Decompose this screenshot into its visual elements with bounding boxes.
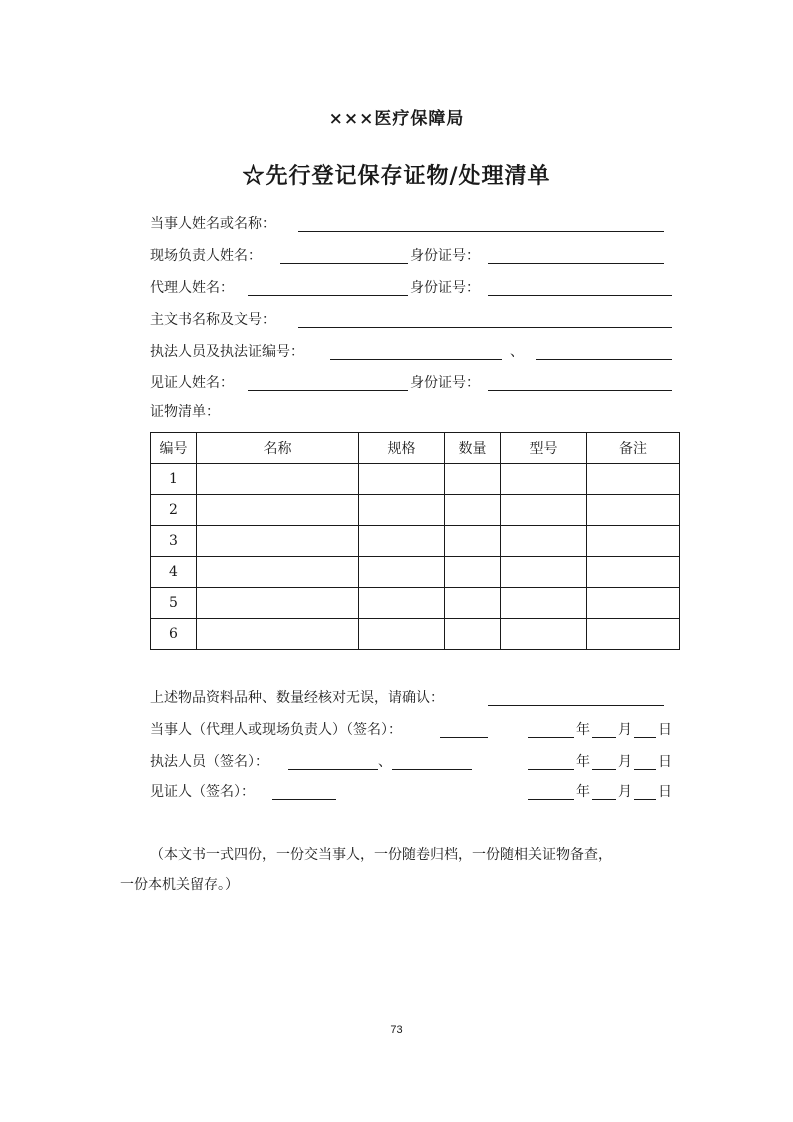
party-day-blank[interactable] <box>634 737 656 738</box>
agent-name-blank[interactable] <box>248 295 408 296</box>
party-month-label: 月 <box>618 722 632 738</box>
id-number-label-2: 身份证号： <box>410 280 480 296</box>
officer-year-blank[interactable] <box>528 769 574 770</box>
witness-name-blank[interactable] <box>248 390 408 391</box>
party-day-label: 日 <box>658 722 672 738</box>
witness-year-blank[interactable] <box>528 799 574 800</box>
cell-spec[interactable] <box>359 619 445 650</box>
party-year-label: 年 <box>576 722 590 738</box>
footnote-line-2: 一份本机关留存。） <box>120 877 239 893</box>
witness-year-label: 年 <box>576 784 590 800</box>
id-number-label-1: 身份证号： <box>410 248 480 264</box>
cell-model[interactable] <box>501 495 587 526</box>
onsite-person-label: 现场负责人姓名： <box>150 248 262 264</box>
party-month-blank[interactable] <box>592 737 616 738</box>
field-witness <box>150 372 690 396</box>
officer-sign-label: 执法人员（签名）： <box>150 754 269 770</box>
field-party-name <box>150 213 690 237</box>
cell-model[interactable] <box>501 557 587 588</box>
cell-name[interactable] <box>197 495 359 526</box>
field-onsite-person <box>150 245 690 269</box>
cell-remarks[interactable] <box>587 588 680 619</box>
evidence-list-heading <box>150 401 350 425</box>
table-row <box>151 464 680 495</box>
party-year-blank[interactable] <box>528 737 574 738</box>
cell-model[interactable] <box>501 619 587 650</box>
cell-remarks[interactable] <box>587 526 680 557</box>
agent-name-label: 代理人姓名： <box>150 280 234 296</box>
cell-quantity[interactable] <box>445 588 501 619</box>
main-doc-label: 主文书名称及文号： <box>150 312 276 328</box>
witness-day-blank[interactable] <box>634 799 656 800</box>
row-number: 4 <box>151 557 197 588</box>
verify-label: 上述物品资料品种、数量经核对无误，请确认： <box>150 690 444 706</box>
verify-blank[interactable] <box>488 705 664 706</box>
table-row <box>151 588 680 619</box>
officers-separator: 、 <box>510 344 524 360</box>
party-sign-blank[interactable] <box>440 737 488 738</box>
cell-name[interactable] <box>197 557 359 588</box>
officer-day-label: 日 <box>658 754 672 770</box>
col-header-quantity: 数量 <box>445 433 501 464</box>
cell-name[interactable] <box>197 464 359 495</box>
party-name-label: 当事人姓名或名称： <box>150 216 276 232</box>
officer-1-blank[interactable] <box>330 359 502 360</box>
confirm-party-sign <box>150 719 690 743</box>
main-doc-blank[interactable] <box>298 327 672 328</box>
agency-name: ×××医疗保障局 <box>328 109 465 129</box>
id-number-blank-2[interactable] <box>488 295 672 296</box>
cell-spec[interactable] <box>359 464 445 495</box>
evidence-list-label: 证物清单： <box>150 404 220 420</box>
officer-day-blank[interactable] <box>634 769 656 770</box>
field-agent-name <box>150 277 690 301</box>
cell-name[interactable] <box>197 619 359 650</box>
cell-quantity[interactable] <box>445 619 501 650</box>
cell-quantity[interactable] <box>445 526 501 557</box>
cell-remarks[interactable] <box>587 495 680 526</box>
confirm-verify <box>150 687 690 711</box>
officer-sign-blank-2[interactable] <box>392 769 472 770</box>
party-name-blank[interactable] <box>298 231 664 232</box>
cell-quantity[interactable] <box>445 495 501 526</box>
id-number-blank-3[interactable] <box>488 390 672 391</box>
cell-spec[interactable] <box>359 588 445 619</box>
officer-2-blank[interactable] <box>536 359 672 360</box>
document-title: ☆先行登记保存证物/处理清单 <box>242 163 551 189</box>
table-row <box>151 495 680 526</box>
col-header-model: 型号 <box>501 433 587 464</box>
cell-model[interactable] <box>501 588 587 619</box>
page-number: 73 <box>390 1024 403 1036</box>
officer-sign-separator: 、 <box>378 754 392 770</box>
cell-model[interactable] <box>501 526 587 557</box>
witness-name-label: 见证人姓名： <box>150 375 234 391</box>
witness-month-blank[interactable] <box>592 799 616 800</box>
table-row <box>151 619 680 650</box>
cell-name[interactable] <box>197 526 359 557</box>
witness-sign-label: 见证人（签名）： <box>150 784 255 800</box>
cell-spec[interactable] <box>359 557 445 588</box>
row-number: 1 <box>151 464 197 495</box>
cell-model[interactable] <box>501 464 587 495</box>
row-number: 6 <box>151 619 197 650</box>
confirm-officer-sign <box>150 751 690 775</box>
witness-day-label: 日 <box>658 784 672 800</box>
cell-quantity[interactable] <box>445 464 501 495</box>
col-header-name: 名称 <box>197 433 359 464</box>
officer-year-label: 年 <box>576 754 590 770</box>
cell-spec[interactable] <box>359 495 445 526</box>
cell-remarks[interactable] <box>587 557 680 588</box>
officer-month-blank[interactable] <box>592 769 616 770</box>
table-header-row <box>151 433 680 464</box>
footnote-line-1: （本文书一式四份，一份交当事人，一份随卷归档，一份随相关证物备查， <box>150 847 612 863</box>
witness-sign-blank[interactable] <box>272 799 336 800</box>
officer-month-label: 月 <box>618 754 632 770</box>
evidence-table <box>150 432 680 650</box>
cell-quantity[interactable] <box>445 557 501 588</box>
party-sign-label: 当事人（代理人或现场负责人）（签名）： <box>150 722 402 738</box>
officers-label: 执法人员及执法证编号： <box>150 344 304 360</box>
col-header-spec: 规格 <box>359 433 445 464</box>
table-row <box>151 557 680 588</box>
confirm-witness-sign <box>150 781 690 805</box>
table-row <box>151 526 680 557</box>
cell-remarks[interactable] <box>587 619 680 650</box>
col-header-remarks: 备注 <box>587 433 680 464</box>
onsite-person-blank[interactable] <box>280 263 408 264</box>
row-number: 3 <box>151 526 197 557</box>
id-number-label-3: 身份证号： <box>410 375 480 391</box>
officer-sign-blank-1[interactable] <box>288 769 378 770</box>
field-officers <box>150 341 690 365</box>
cell-remarks[interactable] <box>587 464 680 495</box>
witness-month-label: 月 <box>618 784 632 800</box>
col-header-number: 编号 <box>151 433 197 464</box>
cell-spec[interactable] <box>359 526 445 557</box>
cell-name[interactable] <box>197 588 359 619</box>
row-number: 5 <box>151 588 197 619</box>
field-main-doc <box>150 309 690 333</box>
row-number: 2 <box>151 495 197 526</box>
id-number-blank-1[interactable] <box>488 263 664 264</box>
